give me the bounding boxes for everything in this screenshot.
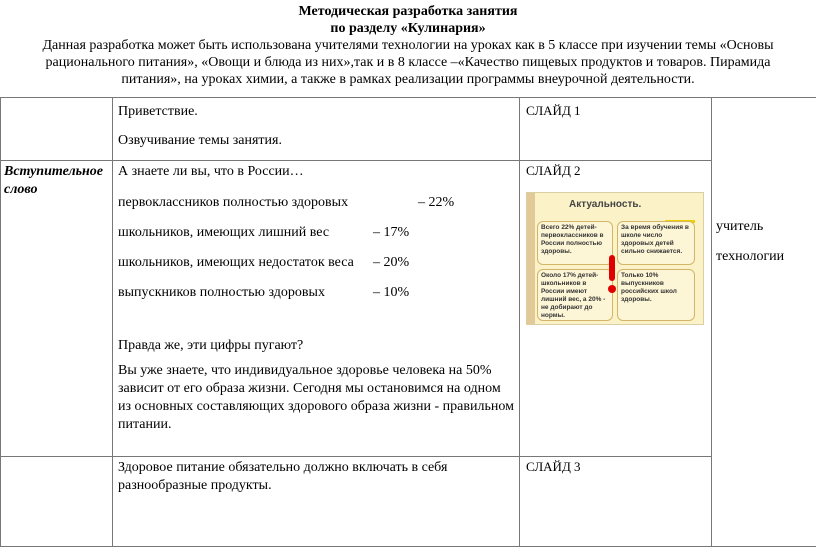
stage-cell — [1, 98, 113, 161]
slide-cell — [520, 161, 712, 457]
teacher-line2: технологии — [712, 248, 816, 266]
stat-label: выпускников полностью здоровых — [118, 284, 373, 302]
thumbnail-box: За время обучения в школе число здоровых детей сильно снижается. — [617, 221, 695, 265]
stat-value: – 10% — [373, 284, 409, 302]
document-subtitle: по разделу «Кулинария» — [0, 20, 816, 37]
thumbnail-box: Около 17% детей-школьников в России имеют лишний вес, а 20% - не добирают до нормы. — [537, 269, 613, 321]
thumbnail-box: Только 10% выпускников российских школ здоровы. — [617, 269, 695, 321]
content-cell — [113, 457, 520, 547]
intro-paragraph: Данная разработка может быть использована учителями технологии на уроках как в 5 классе при изучении темы «Основы рационального питания», «Овощи и блюда из них»,так и в 8 классе –«Качество пищевых продуктов и товаров. Пирамида питания», на уроках химии, а также в рамках реализации программы внеурочной деятельности. — [0, 37, 816, 88]
slide-thumbnail — [526, 192, 704, 325]
slide-label: СЛАЙД 3 — [520, 457, 711, 480]
stat-value: – 20% — [373, 254, 409, 272]
stat-item — [118, 254, 514, 272]
document-title: Методическая разработка занятия — [0, 3, 816, 20]
stats-list — [113, 181, 519, 302]
nutrition-text: Здоровое питание обязательно должно включать в себя разнообразные продукты. — [113, 457, 519, 495]
exclamation-icon — [609, 255, 615, 281]
thumbnail-title: Актуальность. — [569, 199, 641, 210]
stat-item — [118, 224, 514, 242]
greeting-text: Приветствие. — [113, 98, 519, 121]
topic-text: Озвучивание темы занятия. — [113, 127, 519, 150]
content-cell — [113, 98, 520, 161]
stat-label: школьников, имеющих лишний вес — [118, 224, 373, 242]
stat-item — [118, 194, 514, 212]
exclamation-dot-icon — [608, 285, 616, 293]
scary-question: Правда же, эти цифры пугают? — [113, 332, 519, 355]
table-row — [1, 161, 816, 457]
teacher-cell — [712, 98, 816, 547]
table-row — [1, 457, 816, 547]
conclusion-text: Вы уже знаете, что индивидуальное здоровье человека на 50% зависит от его образа жизни. Сегодня мы остановимся на одном из основных составляющих здорового образа жизни - правильном питании. — [113, 357, 519, 434]
stat-label: первоклассников полностью здоровых — [118, 194, 418, 212]
slide-cell — [520, 457, 712, 547]
teacher-line1: учитель — [712, 218, 816, 236]
stage-label: Вступительное слово — [1, 161, 112, 201]
question-text: А знаете ли вы, что в России… — [113, 161, 519, 181]
thumbnail-box: Всего 22% детей-первоклассников в России полностью здоровы. — [537, 221, 613, 265]
thumbnail-side-bar — [527, 193, 535, 324]
stat-value: – 22% — [418, 194, 454, 212]
content-cell — [113, 161, 520, 457]
stat-item — [118, 284, 514, 302]
table-row — [1, 98, 816, 161]
lesson-plan-table — [0, 97, 816, 547]
stat-label: школьников, имеющих недостаток веса — [118, 254, 373, 272]
document-header — [0, 0, 816, 88]
stage-cell — [1, 457, 113, 547]
stage-cell — [1, 161, 113, 457]
stat-value: – 17% — [373, 224, 409, 242]
slide-label: СЛАЙД 1 — [520, 98, 711, 124]
slide-label: СЛАЙД 2 — [520, 161, 711, 184]
slide-cell — [520, 98, 712, 161]
